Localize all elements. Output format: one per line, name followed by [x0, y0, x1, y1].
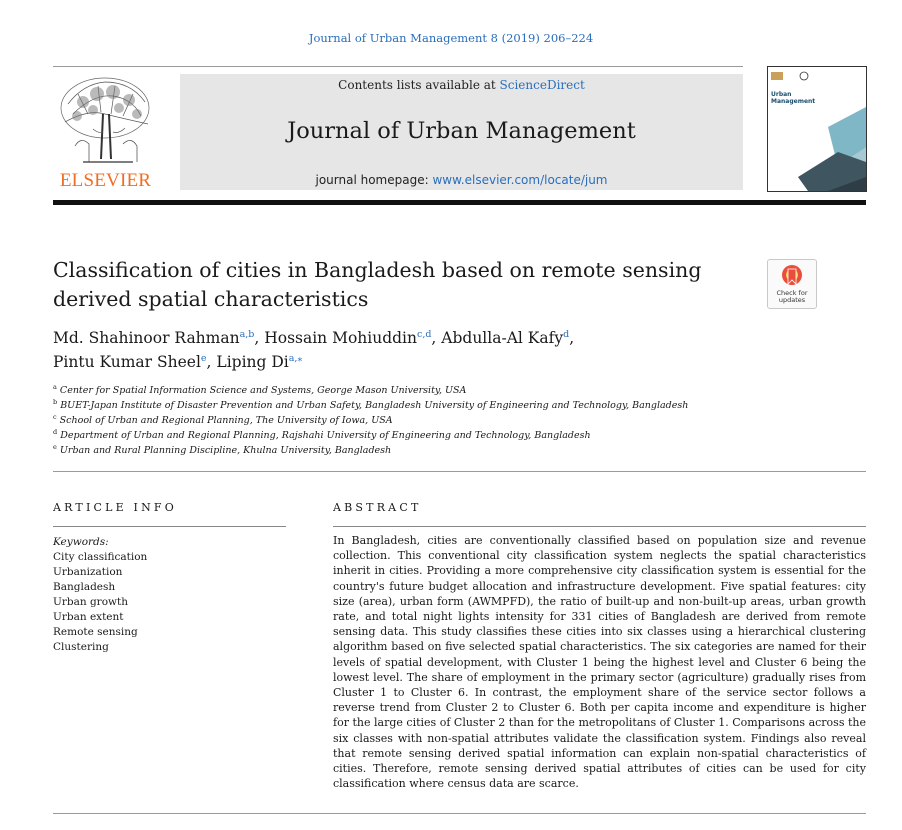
affiliation-mark: e — [53, 443, 57, 451]
author-name[interactable]: Liping Di — [216, 353, 289, 371]
bottom-rule — [53, 813, 866, 814]
homepage-line — [180, 173, 743, 187]
elsevier-wordmark: ELSEVIER — [59, 170, 152, 191]
affiliation-item — [53, 398, 873, 413]
check-for-updates-button[interactable] — [767, 259, 817, 309]
keywords-list — [53, 550, 147, 655]
sciencedirect-link[interactable]: ScienceDirect — [499, 78, 585, 92]
affiliation-mark: a — [53, 383, 57, 391]
keyword-item: Clustering — [53, 641, 109, 653]
affiliation-text: BUET-Japan Institute of Disaster Prevention and Urban Safety, Bangladesh University of Engineering and Technology, Bangladesh — [60, 400, 689, 411]
author-name[interactable]: Abdulla-Al Kafy — [441, 329, 564, 347]
author-name[interactable]: Pintu Kumar Sheel — [53, 353, 201, 371]
bookmark-icon — [781, 264, 803, 288]
check-line2: updates — [778, 296, 806, 304]
keyword-item: City classification — [53, 551, 148, 563]
author-affiliation-marker[interactable]: a,b — [239, 329, 255, 340]
author-separator: , — [254, 329, 265, 347]
affiliation-list — [53, 383, 873, 458]
keyword-item: Urbanization — [53, 566, 123, 578]
keywords-label: Keywords: — [53, 536, 109, 548]
homepage-link[interactable]: www.elsevier.com/locate/jum — [432, 173, 608, 187]
abstract-heading: ABSTRACT — [333, 501, 422, 514]
author-affiliation-marker[interactable]: a,⁎ — [288, 353, 303, 364]
affiliation-item — [53, 443, 873, 458]
section-divider — [53, 471, 866, 472]
affiliation-item — [53, 383, 873, 398]
keyword-item: Urban growth — [53, 596, 128, 608]
affiliation-mark: b — [53, 398, 58, 406]
contents-prefix: Contents lists available at — [338, 78, 500, 92]
homepage-prefix: journal homepage: — [315, 173, 433, 187]
check-for-updates-label — [768, 290, 816, 304]
author-separator: , — [206, 353, 217, 371]
affiliation-item — [53, 413, 873, 428]
header-top-rule — [53, 66, 743, 67]
author-affiliation-marker[interactable]: e — [200, 353, 207, 364]
header-bottom-rule — [53, 200, 866, 205]
cover-title-line2: Management — [771, 98, 816, 105]
article-title: Classification of cities in Bangladesh based on remote sensing derived spatial characteristics — [53, 258, 702, 311]
journal-title: Journal of Urban Management — [287, 118, 636, 144]
author-name[interactable]: Hossain Mohiuddin — [264, 329, 417, 347]
author-affiliation-marker[interactable]: d — [563, 329, 570, 340]
author-affiliation-marker[interactable]: c,d — [417, 329, 432, 340]
keyword-item: Remote sensing — [53, 626, 138, 638]
author-name[interactable]: Md. Shahinoor Rahman — [53, 329, 240, 347]
affiliation-mark: c — [53, 413, 57, 421]
affiliation-mark: d — [53, 428, 58, 436]
author-separator: , — [431, 329, 442, 347]
affiliation-text: Department of Urban and Regional Planning, Rajshahi University of Engineering and Technology, Bangladesh — [60, 430, 591, 441]
author-list — [53, 326, 753, 374]
journal-reference[interactable]: Journal of Urban Management 8 (2019) 206–224 — [308, 31, 594, 45]
cover-art-icon — [768, 67, 866, 191]
elsevier-tree-icon — [53, 74, 158, 170]
author-separator: , — [569, 329, 575, 347]
abstract-body: In Bangladesh, cities are conventionally classified based on population size and revenue collection. This conventional city classification system neglects the spatial characteristics inherit in cities. Providing a more comprehensive city classification system is essential for the country's future budget allocation and infrastructure development. Five spatial features: city size (area), urban form (AWMPFD), the ratio of built-up and non-built-up areas, urban growth rate, and total night lights intensity for 331 cities of Bangladesh are derived from remote sensing data. This study classifies these cities into six classes using a hierarchical clustering algorithm based on five selected spatial characteristics. The six categories are named for their levels of spatial development, with Cluster 1 being the highest level and Cluster 6 being the lowest level. The share of employment in the primary sector (agriculture) gradually rises from Cluster 1 to Cluster 6. In contrast, the employment share of the service sector follows a reverse trend from Cluster 2 to Cluster 6. Both per capita income and expenditure is higher for the large cities of Cluster 2 than for the metropolitans of Cluster 1. Comparisons across the six classes with non-spatial attributes validate the classification system. Findings also reveal that remote sensing derived spatial information can explain non-spatial characteristics of cities. Therefore, remote sensing derived spatial attributes of cities can be used for city classification where census data are scarce. — [333, 534, 866, 791]
cover-title — [771, 91, 815, 105]
affiliation-text: Urban and Rural Planning Discipline, Khulna University, Bangladesh — [59, 445, 392, 456]
contents-line — [180, 78, 743, 92]
article-info-heading: ARTICLE INFO — [53, 501, 177, 514]
check-line1: Check for — [776, 289, 808, 297]
journal-cover-image[interactable] — [767, 66, 867, 192]
keyword-item: Urban extent — [53, 611, 124, 623]
cover-title-line1: Urban — [771, 91, 792, 98]
article-info-rule — [53, 526, 286, 527]
keyword-item: Bangladesh — [53, 581, 116, 593]
affiliation-text: Center for Spatial Information Science and Systems, George Mason University, USA — [59, 385, 467, 396]
affiliation-text: School of Urban and Regional Planning, The University of Iowa, USA — [59, 415, 393, 426]
abstract-rule — [333, 526, 866, 527]
affiliation-item — [53, 428, 873, 443]
journal-header-box — [180, 74, 743, 190]
